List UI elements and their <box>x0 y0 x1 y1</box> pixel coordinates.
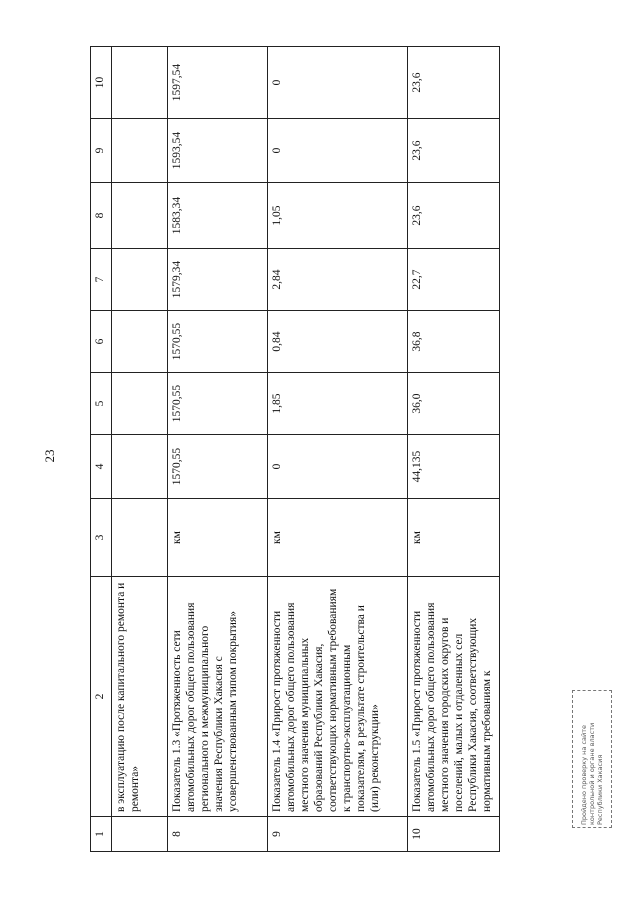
value-cell: 0 <box>268 435 408 499</box>
page-number: 23 <box>42 449 57 463</box>
indicator-name: в эксплуатацию после капитального ремонта и ремонта» <box>112 577 168 817</box>
verification-stamp <box>572 690 612 828</box>
row-number: 8 <box>168 817 268 852</box>
value-cell: 36,8 <box>408 311 500 373</box>
row-number: 10 <box>408 817 500 852</box>
value-cell: 1,85 <box>268 373 408 435</box>
table-row <box>112 47 168 852</box>
value-cell <box>112 249 168 311</box>
header-cell: 10 <box>91 47 112 119</box>
value-cell <box>112 47 168 119</box>
indicators-table <box>90 46 500 852</box>
row-number <box>112 817 168 852</box>
value-cell: 22,7 <box>408 249 500 311</box>
rotated-table-container <box>90 47 500 852</box>
indicator-name: Показатель 1.3 «Протяженность сети автомобильных дорог общего пользования регионального и межмуниципального значения Республики Хакасия с усовершенствованным типом покрытия» <box>168 577 268 817</box>
value-cell: 1570,55 <box>168 311 268 373</box>
value-cell: 0,84 <box>268 311 408 373</box>
value-cell: 1570,55 <box>168 435 268 499</box>
unit-cell: км <box>268 499 408 577</box>
value-cell: 0 <box>268 47 408 119</box>
header-cell: 6 <box>91 311 112 373</box>
value-cell: 23,6 <box>408 183 500 249</box>
header-cell: 1 <box>91 817 112 852</box>
value-cell: 1,05 <box>268 183 408 249</box>
header-cell: 9 <box>91 119 112 183</box>
value-cell: 36,0 <box>408 373 500 435</box>
header-cell: 8 <box>91 183 112 249</box>
value-cell: 0 <box>268 119 408 183</box>
indicator-name: Показатель 1.4 «Прирост протяженности автомобильных дорог общего пользования местного значения муниципальных образований Республики Хакасия, соответствующих нормативным требованиям к транспортно-эксплуатационным показателям, в результате строительства и (или) реконструкции» <box>268 577 408 817</box>
unit-cell: км <box>408 499 500 577</box>
value-cell: 1583,34 <box>168 183 268 249</box>
value-cell: 1597,54 <box>168 47 268 119</box>
header-cell: 2 <box>91 577 112 817</box>
value-cell: 1570,55 <box>168 373 268 435</box>
value-cell: 23,6 <box>408 47 500 119</box>
header-cell: 7 <box>91 249 112 311</box>
stamp-text: Пройдено проверку на сайте контрольной и органе власти Республики Хакасия <box>580 722 604 825</box>
header-cell: 3 <box>91 499 112 577</box>
table-row <box>168 47 268 852</box>
table-header-row <box>91 47 112 852</box>
value-cell <box>112 435 168 499</box>
table-row <box>268 47 408 852</box>
value-cell <box>112 183 168 249</box>
row-number: 9 <box>268 817 408 852</box>
header-cell: 4 <box>91 435 112 499</box>
value-cell <box>112 373 168 435</box>
value-cell: 1593,54 <box>168 119 268 183</box>
value-cell: 2,84 <box>268 249 408 311</box>
value-cell: 23,6 <box>408 119 500 183</box>
value-cell: 1579,34 <box>168 249 268 311</box>
unit-cell: км <box>168 499 268 577</box>
table-row <box>408 47 500 852</box>
unit-cell <box>112 499 168 577</box>
header-cell: 5 <box>91 373 112 435</box>
value-cell <box>112 311 168 373</box>
indicator-name: Показатель 1.5 «Прирост протяженности автомобильных дорог общего пользования местного значения городских округов и поселений, малых и отдаленных сел Республики Хакасия, соответствующих нормативным требованиям к <box>408 577 500 817</box>
value-cell <box>112 119 168 183</box>
value-cell: 44,135 <box>408 435 500 499</box>
